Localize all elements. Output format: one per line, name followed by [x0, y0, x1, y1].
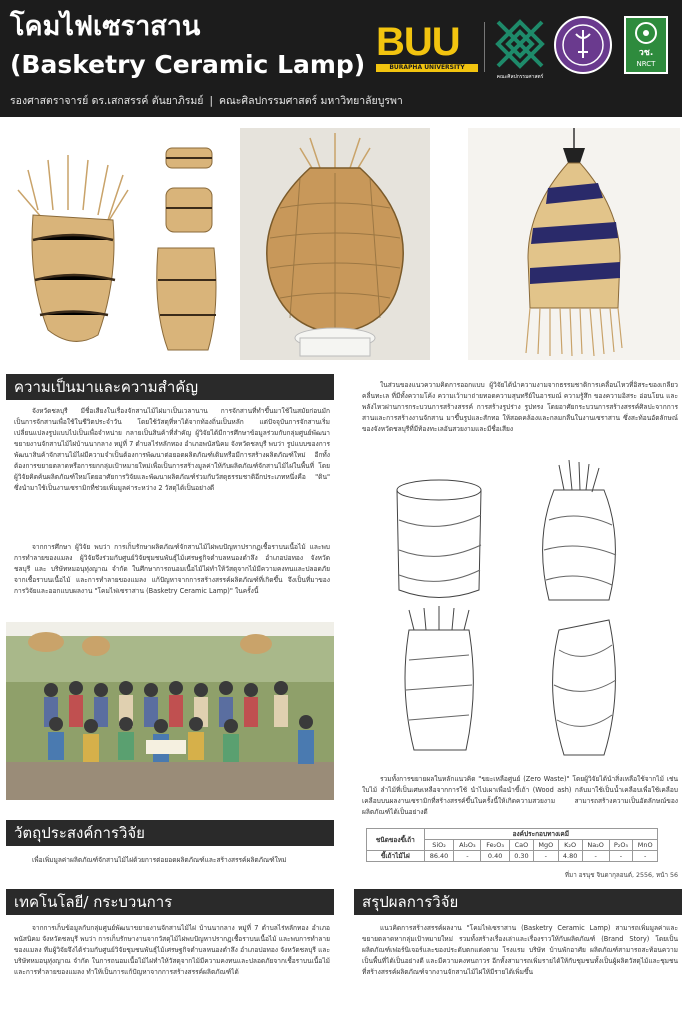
- faculty-logo-caption: คณะศิลปกรรมศาสตร์: [496, 74, 544, 80]
- author-byline: [10, 94, 403, 108]
- table-column-header: Na₂O: [582, 840, 609, 851]
- table-column-header: MgO: [533, 840, 558, 851]
- nrct-emblem-icon: [626, 18, 666, 48]
- table-row: [367, 851, 658, 862]
- table-source-citation: ที่มา อรนุช จินดากุลอนต์, 2556, หน้า 56: [564, 872, 678, 879]
- table-cell: -: [533, 851, 558, 862]
- buu-logo-subtext: BURAPHA UNIVERSITY: [376, 64, 478, 72]
- table-cell: 0.40: [481, 851, 510, 862]
- table-row-header: ชนิดของขี้เถ้า: [367, 829, 425, 851]
- table-group-header: องค์ประกอบทางเคมี: [424, 829, 657, 840]
- chemical-composition-table: [366, 828, 658, 862]
- results-paragraph: แนวคิดการสร้างสรรค์ผลงาน "โคมไฟเซราสาน (Basketry Ceramic Lamp) สามารถเพิ่มมูลค่าและขยายตลาดหากลุ่มเป้าหมายใหม่ รวมทั้งสร้างเรื่องเล่าและเรื่องราวให้กับผลิตภัณฑ์ (Brand Story) โดยเป็นผลิตภัณฑ์เฟอร์นิเจอร์และของประดับตกแต่งตาม โรงแรม บริษัท บ้านพักอาศัย ผลิตภัณฑ์สามารถสะท้อนความเป็นพื้นที่ได้เป็นอย่างดี และมีความคงทนถาวร อีกทั้งสามารถเพิ่มรายได้ให้กับชุมชนทั้งเป็นผู้ผลิตวัสดุไม้และชุมชนที่สร้างสรรค์ผลิตภัณฑ์จากงานจักสานไม้ไผ่ให้มีรายได้เพิ่มขึ้น: [362, 924, 678, 976]
- title-thai: โคมไฟเซราสาน: [10, 11, 201, 42]
- objective-paragraph: เพื่อเพิ่มมูลค่าผลิตภัณฑ์จักสานไม้ไผ่ด้วยการต่อยอดผลิตภัณฑ์และสร้างสรรค์ผลิตภัณฑ์ใหม่: [32, 856, 287, 864]
- table-row-label: ขี้เถ้าไม้ไผ่: [367, 851, 425, 862]
- table-column-header: MnO: [633, 840, 658, 851]
- title-english: (Basketry Ceramic Lamp): [10, 50, 366, 79]
- nrct-logo-english: NRCT: [636, 60, 656, 68]
- table-column-header: P₂O₅: [609, 840, 633, 851]
- photo-community-group: [6, 622, 334, 800]
- faculty-logo-icon: [494, 18, 546, 76]
- nrct-logo: [624, 16, 668, 74]
- table-column-header: Al₂O₃: [454, 840, 481, 851]
- table-cell: 0.30: [509, 851, 533, 862]
- buu-logo-text: BUU: [376, 20, 460, 64]
- table-column-header: CaO: [509, 840, 533, 851]
- table-cell: -: [582, 851, 609, 862]
- table-cell: -: [454, 851, 481, 862]
- buu-logo: [376, 22, 478, 74]
- table-column-header: K₂O: [558, 840, 582, 851]
- section-heading-objective: วัตถุประสงค์การวิจัย: [6, 820, 334, 846]
- section-heading-technology: เทคโนโลยี/ กระบวนการ: [6, 889, 334, 915]
- university-seal-icon: [554, 16, 612, 74]
- nrct-logo-thai: วช.: [638, 48, 654, 58]
- table-cell: -: [633, 851, 658, 862]
- faculty-name: คณะศิลปกรรมศาสตร์ มหาวิทยาลัยบูรพา: [219, 95, 403, 107]
- table-cell: 86.40: [424, 851, 454, 862]
- concept-paragraph: ในส่วนของแนวความคิดการออกแบบ ผู้วิจัยได้นำความงามจากธรรมชาติการเคลื่อนไหวที่อิสระของเกลียวคลื่นทะเล ที่มีทั้งความโค้ง ความเว้ามาถ่ายทอดความสุนทรีย์ในอารมณ์ ความรู้สึก ของความอิสระ อ่อนโยน และพลังไหวผ่านการกระบวนการสร้างสรรค์ การสร้างรูปร่าง รูปทรง โดยอาศัยกระบวนการสร้างสรรค์ศิลปะจากการสานและการสร้างงานจักสาน มาขึ้นรูปและสักทอ ให้สอดคล้องและกลมกลืนในงานเซราสาน ซึ่งสะท้อนอัตลักษณ์ของจังหวัดชลบุรีที่มีท้องทะเลอันสวยงามและมีชื่อเสียง: [362, 381, 678, 433]
- photo-hanging-woven-lamp: [468, 128, 680, 360]
- technology-paragraph: จากการเก็บข้อมูลกับกลุ่มศูนย์พัฒนาขยายงานจักสานไม้ไผ่ บ้านนากลาง หมู่ที่ 7 ตำบลไร่หลักทอง อำเภอพนัสนิคม จังหวัดชลบุรี พบว่า การเก็บรักษางานจากวัสดุไม้ไผ่พบปัญหาปรากฏเชื้อราบนเนื้อไม้ และพบการทำลายของแมลง ทีมผู้วิจัยจึงได้ร่วมกับศูนย์วิจัยชุมชนพันธุ์ไม้เศรษฐกิจตำบลหนองตำลึง อำเภอปอทอง จังหวัดชลบุรี และ บริษัทหมอนุทุ่งญาณ จำกัด ในการถนอมเนื้อไม้ไผ่ทำให้วัสดุจากไม้มีความคงทนและปลอดภัยจากเชื้อราบนเนื้อไม้ และการทำลายของแมลง ทำให้เป็นการแก้ปัญหาจากการสร้างสรรค์ผลิตภัณฑ์ได้: [14, 924, 330, 976]
- section-heading-results: สรุปผลการวิจัย: [354, 889, 682, 915]
- photo-rattan-vase-lamp: [240, 128, 430, 360]
- table-cell: -: [609, 851, 633, 862]
- background-paragraph-2: จากการศึกษา ผู้วิจัย พบว่า การเก็บรักษาผลิตภัณฑ์จักสานไม้ไผ่พบปัญหาปรากฏเชื้อราบนเนื้อไม้ และพบการทำลายของแมลง ผู้วิจัยจึงร่วมกับศูนย์วิจัยชุมชนพันธุ์ไม้เศรษฐกิจตำบลหนองตำลึง อำเภอปอทอง จังหวัดชลบุรี และ บริษัทหมอนุทุ่งญาณ จำกัด ในศึกษาการถนอมเนื้อไม้ไผ่ทำให้วัสดุจากไม้มีความคงทนและปลอดภัยจากเชื้อราบนเนื้อไม้ และการทำลายของแมลง แก้ปัญหาจากการสร้างสรรค์ผลิตภัณฑ์ที่เกิดขึ้น จึงเป็นที่มาของการวิจัยและออกแบบผลงาน "โคมไฟเซราสาน (Basketry Ceramic Lamp)" ในครั้งนี้: [14, 543, 330, 595]
- section-heading-background: ความเป็นมาและความสำคัญ: [6, 374, 334, 400]
- sketch-lamp-designs: [354, 450, 682, 770]
- author-name: รองศาสตราจารย์ ดร.เสกสรรค์ ตันยาภิรมย์: [10, 95, 204, 107]
- zero-waste-paragraph: รวมทั้งการขยายผลในหลักแนวคิด "ขยะเหลือศูนย์ (Zero Waste)" โดยผู้วิจัยได้นำสิ่งเหลือใช้จากไม้ เช่น ใบไม้ ลำไม้ที่เป็นเศษเหลือจากการใช้ นำไปเผาเพื่อนำขี้เถ้า (Wood ash) กลับมาใช้เป็นน้ำเคลือบเพื่อใช้เคลือบเคลือบบนผลงานเซรามิกที่สร้างสรรค์ขึ้นในครั้งนี้ให้เกิดความสวยงาม สามารถสร้างความเป็นอัตลักษณ์ของผลิตภัณฑ์ได้เป็นอย่างดี: [362, 775, 678, 816]
- byline-separator: |: [209, 95, 214, 107]
- table-column-header: Fe₂O₃: [481, 840, 510, 851]
- poster-header: [0, 0, 682, 117]
- logo-divider: [484, 22, 485, 72]
- table-column-header: SiO₂: [424, 840, 454, 851]
- table-cell: 4.80: [558, 851, 582, 862]
- background-paragraph-1: จังหวัดชลบุรี มีชื่อเสียงในเรื่องจักสานไม้ไผ่มาเป็นเวลานาน การจักสานที่ทำขึ้นมาใช้ในสมัยก่อนมักเป็นการจักสานเพื่อใช้ในชีวิตประจำวัน โดยใช้วัสดุที่หาได้จากท้องถิ่นเป็นหลัก แต่ปัจจุบันการจักสานเริ่มเปลี่ยนแปลงรูปแบบไปเป็นเพื่อจำหน่าย กลายเป็นสินค้าที่สำคัญ ผู้วิจัยได้มีการศึกษาข้อมูลร่วมกับกลุ่มศูนย์พัฒนาขยายงานจักสานไม้ไผ่บ้านนากลาง หมู่ที่ 7 ตำบลไร่หลักทอง อำเภอพนัสนิคม จังหวัดชลบุรี พบว่า รูปแบบของการพัฒนาสินค้าจักสานไม้ไผ่มีความจำเป็นต้องการพัฒนาต่อยอดผลิตภัณฑ์เดิมหรือมีการสร้างผลิตภัณฑ์ใหม่ อีกทั้งต้องการขยายตลาดหรือการยกกลุ่มเป้าหมายใหม่เพื่อเป็นการสร้างมูลค่าให้กับผลิตภัณฑ์จักสานไม้ไผ่ในพื้นที่ โดยผู้วิจัยคิดค้นผลิตภัณฑ์ใหม่โดยอาศัยการวิจัยและพัฒนาผลิตภัณฑ์ร่วมกับวัสดุธรรมชาติอีกประเภทหนึ่งคือ "ดิน" ซึ่งนำมาใช้เป็นงานเซรามิกที่ช่วยเพิ่มมูลค่าระหว่าง 2 วัสดุได้เป็นอย่างดี: [14, 407, 330, 492]
- photo-wicker-lamp-variants: [8, 130, 220, 360]
